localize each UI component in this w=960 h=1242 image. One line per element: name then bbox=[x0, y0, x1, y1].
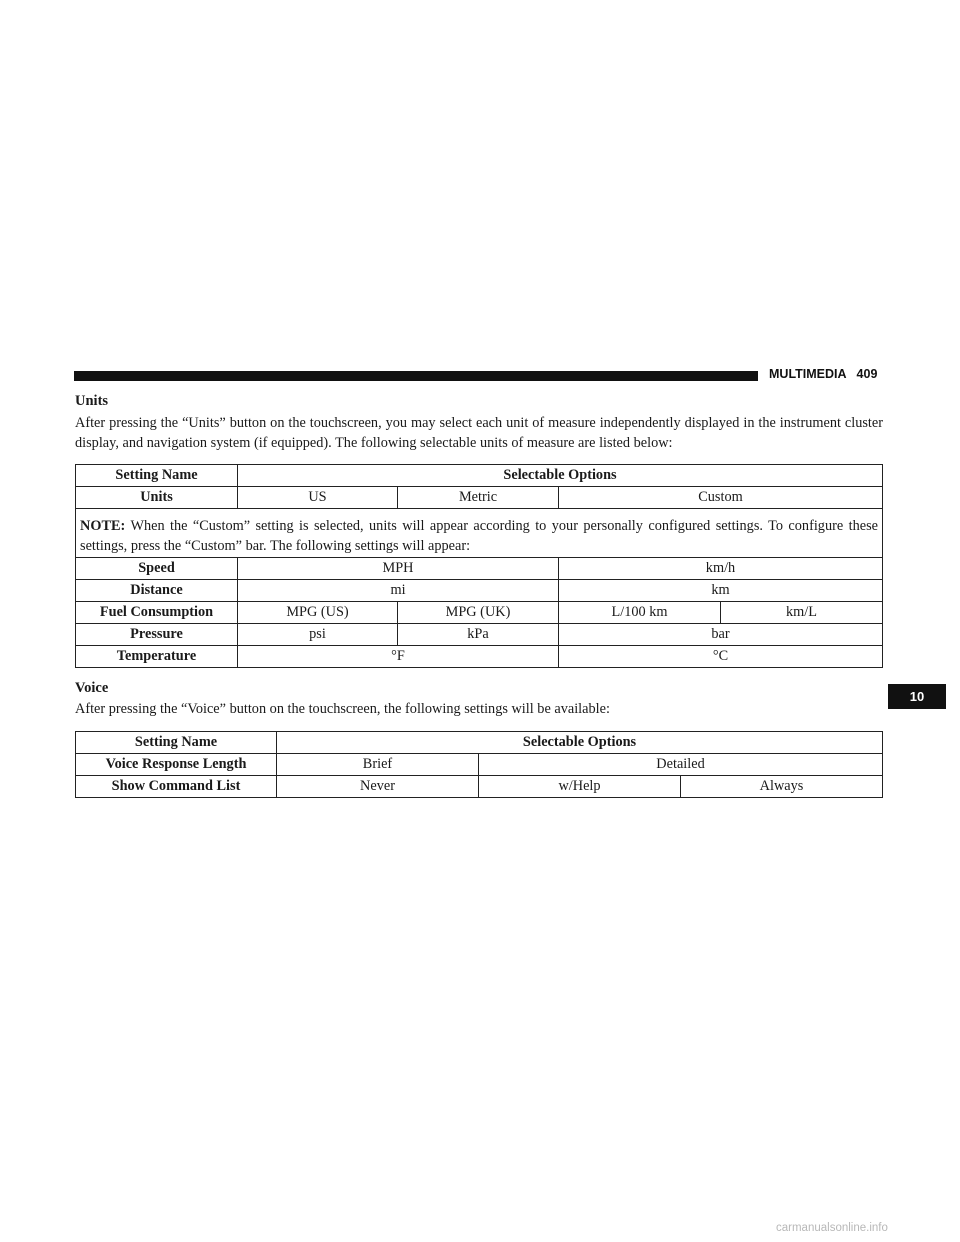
watermark: carmanualsonline.info bbox=[776, 1222, 888, 1234]
setting-name: Voice Response Length bbox=[76, 754, 277, 776]
page-number: 409 bbox=[856, 367, 878, 381]
setting-name: Distance bbox=[76, 580, 238, 602]
option-cell: MPG (UK) bbox=[398, 602, 559, 624]
table-row bbox=[76, 754, 883, 776]
header-setting-name: Setting Name bbox=[76, 465, 238, 487]
option-cell: bar bbox=[559, 624, 883, 646]
option-cell: °C bbox=[559, 646, 883, 668]
table-header-row bbox=[76, 732, 883, 754]
setting-name: Temperature bbox=[76, 646, 238, 668]
voice-table bbox=[75, 731, 883, 798]
note-row bbox=[76, 509, 883, 558]
table-row bbox=[76, 624, 883, 646]
voice-title: Voice bbox=[75, 680, 109, 696]
table-row bbox=[76, 776, 883, 798]
chapter-tab: 10 bbox=[888, 684, 946, 709]
option-cell: MPG (US) bbox=[238, 602, 398, 624]
setting-name: Speed bbox=[76, 558, 238, 580]
table-row bbox=[76, 602, 883, 624]
units-intro: After pressing the “Units” button on the touchscreen, you may select each unit of measure independently displayed in the instrument cluster display, and navigation system (if equipped). The following selectable units of measure are listed below: bbox=[75, 415, 883, 451]
option-cell: L/100 km bbox=[559, 602, 721, 624]
option-cell: kPa bbox=[398, 624, 559, 646]
option-cell: km/h bbox=[559, 558, 883, 580]
option-cell: Metric bbox=[398, 487, 559, 509]
table-row bbox=[76, 580, 883, 602]
note-text: When the “Custom” setting is selected, units will appear according to your personally configured settings. To configure these settings, press the “Custom” bar. The following settings will appear: bbox=[80, 518, 878, 554]
option-cell: mi bbox=[238, 580, 559, 602]
table-row bbox=[76, 646, 883, 668]
option-cell: psi bbox=[238, 624, 398, 646]
header-selectable-options: Selectable Options bbox=[238, 465, 883, 487]
header-rule bbox=[74, 371, 758, 381]
option-cell: Custom bbox=[559, 487, 883, 509]
running-header bbox=[769, 367, 889, 385]
header-section: MULTIMEDIA bbox=[769, 367, 847, 381]
table-header-row bbox=[76, 465, 883, 487]
setting-name: Units bbox=[76, 487, 238, 509]
option-cell: Never bbox=[277, 776, 479, 798]
setting-name: Show Command List bbox=[76, 776, 277, 798]
option-cell: km bbox=[559, 580, 883, 602]
option-cell: °F bbox=[238, 646, 559, 668]
table-row bbox=[76, 558, 883, 580]
header-setting-name: Setting Name bbox=[76, 732, 277, 754]
units-table bbox=[75, 464, 883, 668]
option-cell: w/Help bbox=[479, 776, 681, 798]
option-cell: US bbox=[238, 487, 398, 509]
units-title: Units bbox=[75, 393, 109, 409]
option-cell: Always bbox=[681, 776, 883, 798]
note-label: NOTE: bbox=[80, 518, 126, 534]
option-cell: km/L bbox=[721, 602, 883, 624]
option-cell: Detailed bbox=[479, 754, 883, 776]
setting-name: Pressure bbox=[76, 624, 238, 646]
option-cell: Brief bbox=[277, 754, 479, 776]
table-row bbox=[76, 487, 883, 509]
note-cell bbox=[76, 509, 883, 558]
header-selectable-options: Selectable Options bbox=[277, 732, 883, 754]
setting-name: Fuel Consumption bbox=[76, 602, 238, 624]
option-cell: MPH bbox=[238, 558, 559, 580]
voice-intro: After pressing the “Voice” button on the touchscreen, the following settings will be available: bbox=[75, 701, 610, 717]
